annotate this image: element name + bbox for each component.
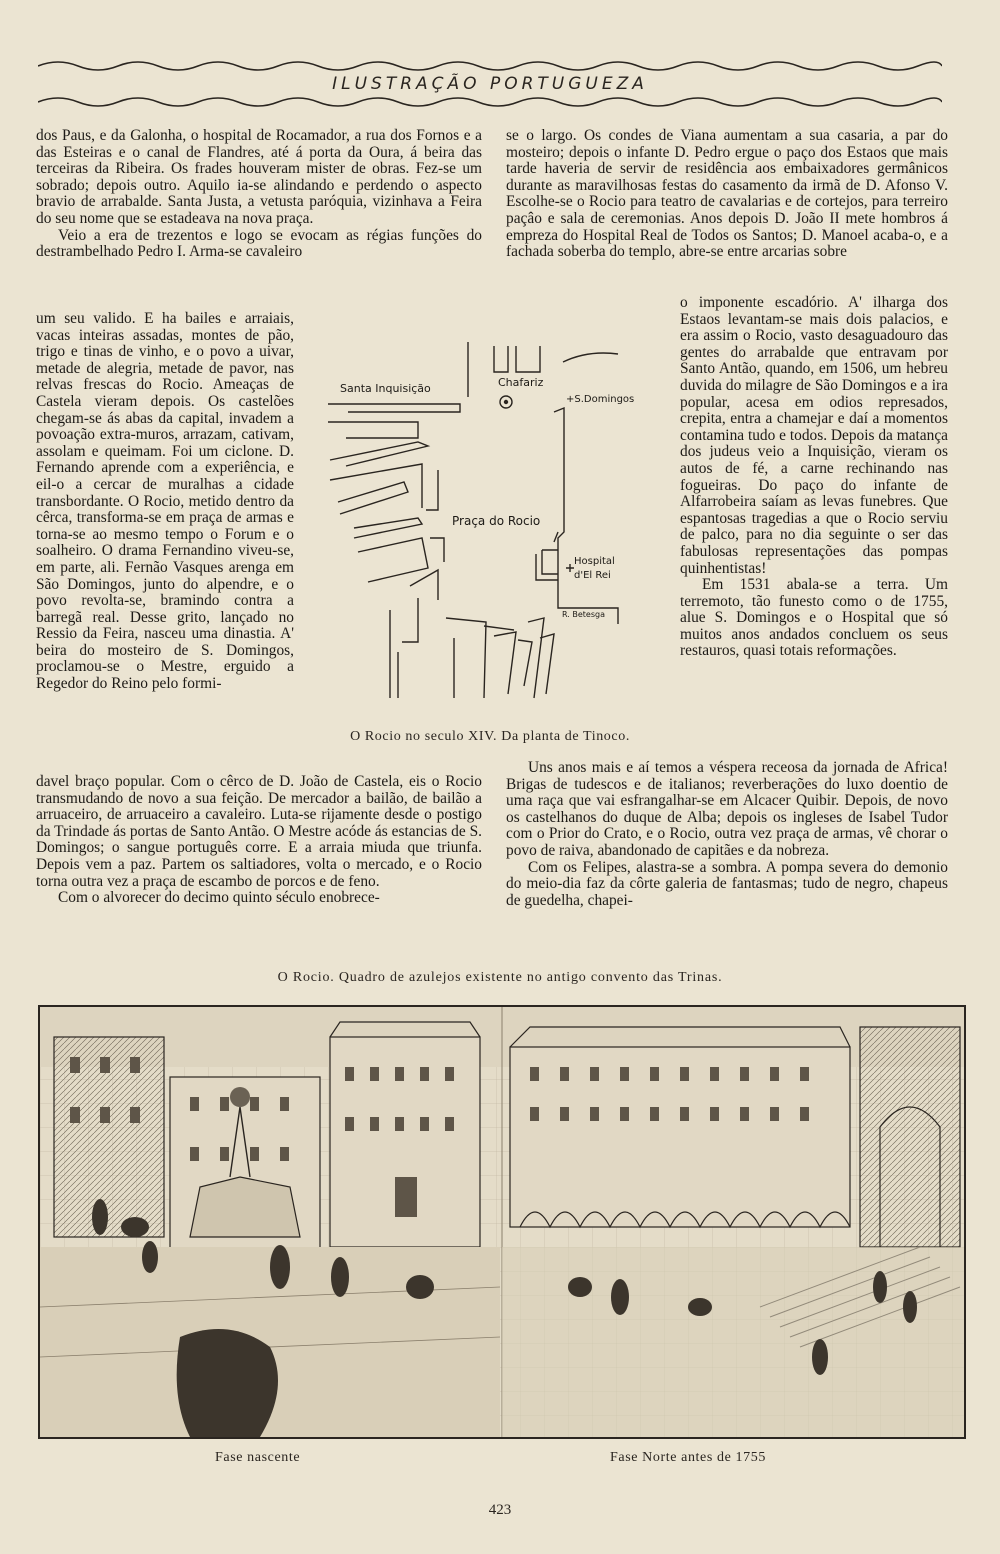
map-label-santa-inquisicao: Santa Inquisição (340, 382, 431, 395)
column-right-bottom (506, 760, 948, 909)
masthead (38, 56, 942, 112)
paragraph: Com os Felipes, alastra-se a sombra. A pompa severa do demonio do meio-dia faz da côrte galeria de fantasmas; tudo de negro, chapeus de guedelha, chapei- (506, 858, 948, 909)
column-right-top (506, 128, 948, 261)
column-right-narrow (680, 295, 948, 660)
paragraph: dos Paus, e da Galonha, o hospital de Rocamador, a rua dos Fornos e a das Esteiras e o canal de Flandres, até á porta da Oura, á beira das terceiras da Ribeira. Os frades houveram mister de obras. Fez-se um sobrado; depois outro. Aquilo ia-se alindando e perdendo o aspecto bravio de arrabalde. Santa Justa, a vetusta paróquia, vizinhava a Feira do seu nome que se estadeava na nova praça. (36, 127, 482, 227)
paragraph: Com o alvorecer do decimo quinto século enobrece- (58, 889, 380, 907)
map-label-chafariz: Chafariz (498, 376, 544, 389)
paragraph: davel braço popular. Com o cêrco de D. João de Castela, eis o Rocio transmudando de novo a sua feição. De mercador a bailão, de bailão a arruaceiro, de arruaceiro a cavaleiro. Luta-se rijamente desde o postigo da Trindade ás portas de Santo Antão. O Mestre acóde ás estancias de S. Domingos; o sangue português corre. E a arraia miuda que triunfa. Depois vem a paz. Partem os saltiadores, volta o mercado, e o Rocio torna outra vez a praça de escambo de porcos e de feno. (36, 773, 482, 890)
column-left-narrow (36, 311, 294, 693)
page-number: 423 (488, 1502, 512, 1518)
paragraph: se o largo. Os condes de Viana aumentam a sua casaria, a par do mosteiro; depois o infante D. Pedro ergue o paço dos Estaos que mais tarde haveria de servir de residência aos embaixadores germânicos durante as maravilhosas festas do casamento da irmã de D. Afonso V. Escolhe-se o Rocio para teatro de cavalarias e de cortejos, para terreiro paçâo e sala de ceremonias. Anos depois D. João II mete hombros á empreza do Hospital Real de Todos os Santos; D. Manoel acaba-o, e a fachada soberba do templo, abre-se entre arcarias sobre (506, 127, 948, 261)
map-label-praca: Praça do Rocio (452, 514, 541, 528)
plate-subcaption-right: Fase Norte antes de 1755 (610, 1450, 766, 1465)
map-label-s-domingos: +S.Domingos (566, 394, 635, 405)
map-label-hospital-rei: d'El Rei (574, 570, 611, 581)
column-left-bottom (36, 774, 482, 907)
plate-caption: O Rocio. Quadro de azulejos existente no antigo convento das Trinas. (277, 970, 723, 985)
azulejo-illustration (40, 1007, 964, 1437)
paragraph: um seu valido. E ha bailes e arraiais, vacas inteiras assadas, montes de pão, trigo e tinas de vinho, e o povo a uivar, metade de alegria, metade de pavor, nas relvas frescas do Rocio. Ameaças de Castela vieram depois. Os castelões chegam-se ás abas da capital, invadem a povoação extra-muros, arrazam, cativam, assolam e queimam. Foi um ciclone. D. Fernando aprende com a experiência, e eil-o a cercar de muralhas a cidade transbordante. O Rocio, metido dentro da cêrca, transforma-se em praça de armas e torna-se ao mesmo tempo o Forum e o soalheiro. O drama Fernandino viveu-se, em parte, ali. Fernão Vasques arenga em São Domingos, junto do alpendre, e o povo revolta-se, bramindo contra a barregã real. Desse grito, lançado no Ressio da Feira, nasceu uma dinastia. A' beira do mosteiro de S. Domingos, proclamou-se o Mestre, erguido a Regedor do Reino pelo formi- (36, 310, 294, 693)
paragraph: o imponente escadório. A' ilharga dos Estaos levantam-se mais dois palacios, e era assim o Rocio, vasto desaguadouro das gentes do arrabalde que entravam por Santo Antão, quando, em 1506, um hebreu duvida do milagre de São Domingos e a ira popular, acesa em odios represados, crepita, entra a chamejar e daí a momentos contamina tudo e todos. Depois da matança dos judeus veio a Inquisição, vieram os autos de fé, a carne rechinando nas fogueiras. Do paço do infante de Alfarrobeira saíam as levas funebres. Que espantosas tragedias a que o Rocio serviu de palco, para no dia seguinte o ser das fabulosas representações das pompas quinhentistas! (680, 294, 948, 577)
masthead-title: ILUSTRAÇÃO PORTUGUEZA (332, 74, 648, 94)
paragraph: Veio a era de trezentos e logo se evocam as régias funções do destrambelhado Pedro I. Arma-se cavaleiro (36, 226, 482, 261)
paragraph: Em 1531 abala-se a terra. Um terremoto, tão funesto como o de 1755, alue S. Domingos e o Hospital que só muitos anos andados concluem os seus restauros, quasi totais reformações. (680, 576, 948, 660)
map-caption: O Rocio no seculo XIV. Da planta de Tinoco. (350, 729, 630, 744)
azulejo-plate (38, 1005, 966, 1439)
map-label-hospital: Hospital (574, 556, 615, 567)
paragraph: Uns anos mais e aí temos a véspera receosa da jornada de Africa! Brigas de tudescos e de italianos; reverberações do luxo doentio de uma raça que vai esfrangalhar-se em Alcacer Quibir. Depois, de novo os castelhanos do duque de Alba; depois os ingleses de Isabel Tudor com o Prior do Crato, e o Rocio, outra vez praça de armas, vê chorar o povo de raiva, abandonado de capitães e da nobreza. (506, 759, 948, 859)
plate-subcaption-left: Fase nascente (215, 1450, 301, 1465)
map-label-street: R. Betesga (562, 610, 605, 619)
rocio-map (318, 342, 678, 712)
column-left-top (36, 128, 482, 261)
